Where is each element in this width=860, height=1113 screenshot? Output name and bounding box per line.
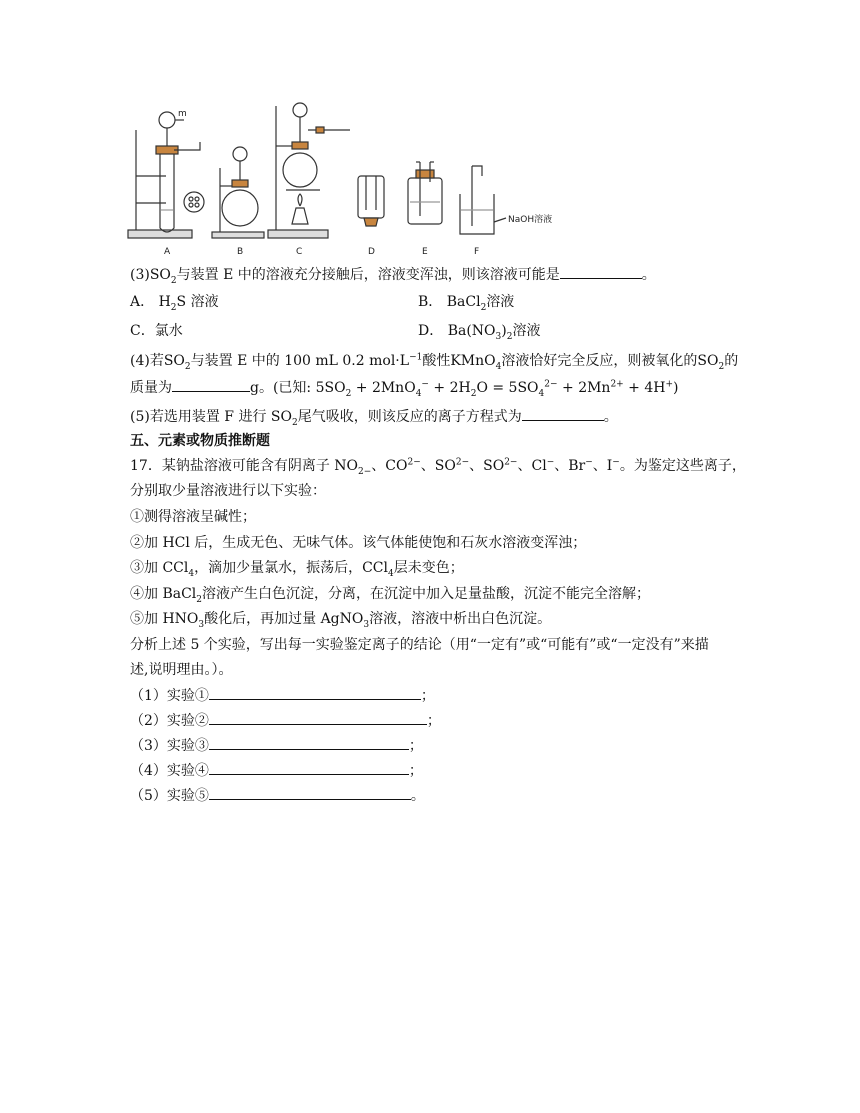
q17-exp4: ④加 BaCl$_2$溶液产生白色沉淀，分离，在沉淀中加入足量盐酸，沉淀不能完全溶解；	[130, 586, 651, 605]
q17-analysis-1: 分析上述 5 个实验，写出每一实验鉴定离子的结论（用“一定有”或“可能有”或“一定没有”来描	[130, 637, 709, 653]
q4-line2: 质量为 g。(已知: $5SO_2 + 2MnO_4^- + 2H_2O = 5SO_4^{2-} + 2Mn^{2+} + 4H^+$)	[130, 377, 679, 399]
q3-option-d: D． $Ba(NO_3)_2$溶液	[418, 323, 541, 342]
answer-3-blank	[209, 735, 409, 750]
apparatus-e	[408, 162, 442, 224]
q3-option-a: A． $H_2S$ 溶液	[130, 294, 219, 313]
answer-5: （5）实验⑤ 。	[130, 785, 425, 807]
q17-exp5: ⑤加 $HNO_3$酸化后，再加过量 AgNO$_3$溶液，溶液中析出白色沉淀。	[130, 611, 552, 630]
q17-exp3: ③加 CCl$_4$，滴加少量氯水，振荡后，CCl$_4$层未变色；	[130, 560, 464, 579]
q5-answer-blank	[522, 406, 604, 421]
label-a: A	[164, 247, 171, 257]
apparatus-c	[268, 103, 350, 238]
q3-option-b: B． BaCl$_2$溶液	[418, 294, 515, 313]
answer-4: （4）实验④ ；	[130, 760, 423, 782]
answer-1: （1）实验① ；	[130, 685, 435, 707]
q17-line2: 分别取少量溶液进行以下实验：	[130, 483, 326, 499]
answer-2: （2）实验② ；	[130, 710, 441, 732]
section-heading: 五、元素或物质推断题	[130, 433, 270, 449]
answer-2-blank	[209, 710, 427, 725]
label-f: F	[474, 247, 480, 257]
apparatus-d	[358, 176, 384, 226]
label-e: E	[422, 247, 428, 257]
q17-exp1: ①测得溶液呈碱性；	[130, 509, 256, 525]
answer-4-blank	[209, 760, 409, 775]
q4-answer-blank	[172, 377, 250, 392]
apparatus-f	[460, 166, 506, 234]
label-c: C	[296, 247, 303, 257]
apparatus-figure	[120, 98, 580, 260]
answer-3: （3）实验③ ；	[130, 735, 423, 757]
apparatus-a	[128, 112, 204, 238]
label-d: D	[368, 247, 375, 257]
q3-option-c: C．氯水	[130, 323, 183, 339]
q4-line1: (4)若$SO_2$与装置 E 中的 100 mL 0.2 $mol\cdot L^{-1}$酸性KMnO$_4$溶液恰好完全反应，则被氧化的$SO_2$的	[130, 352, 739, 372]
answer-5-blank	[209, 785, 411, 800]
q3-answer-blank	[560, 264, 642, 279]
naoh-label: NaOH溶液	[508, 215, 553, 225]
q17-analysis-2: 述,说明理由。）。	[130, 662, 233, 678]
label-b: B	[237, 247, 244, 257]
label-m: m	[178, 109, 187, 119]
answer-1-blank	[209, 685, 421, 700]
q3-stem: $(3)SO_2$与装置 E 中的溶液充分接触后，溶液变浑浊，则该溶液可能是 。	[130, 264, 656, 286]
apparatus-b	[212, 147, 264, 238]
q17-line1: 17．某钠盐溶液可能含有阴离子 $NO_{2-}$、$CO^{2-}$、$SO^{2-}$、$SO^{2-}$、Cl−、Br−、I−。为鉴定这些离子，	[130, 457, 746, 477]
q5-stem: (5)若选用装置 F 进行 $SO_2$尾气吸收，则该反应的离子方程式为 。	[130, 406, 618, 428]
q17-exp2: ②加 HCl 后，生成无色、无味气体。该气体能使饱和石灰水溶液变浑浊；	[130, 535, 587, 551]
